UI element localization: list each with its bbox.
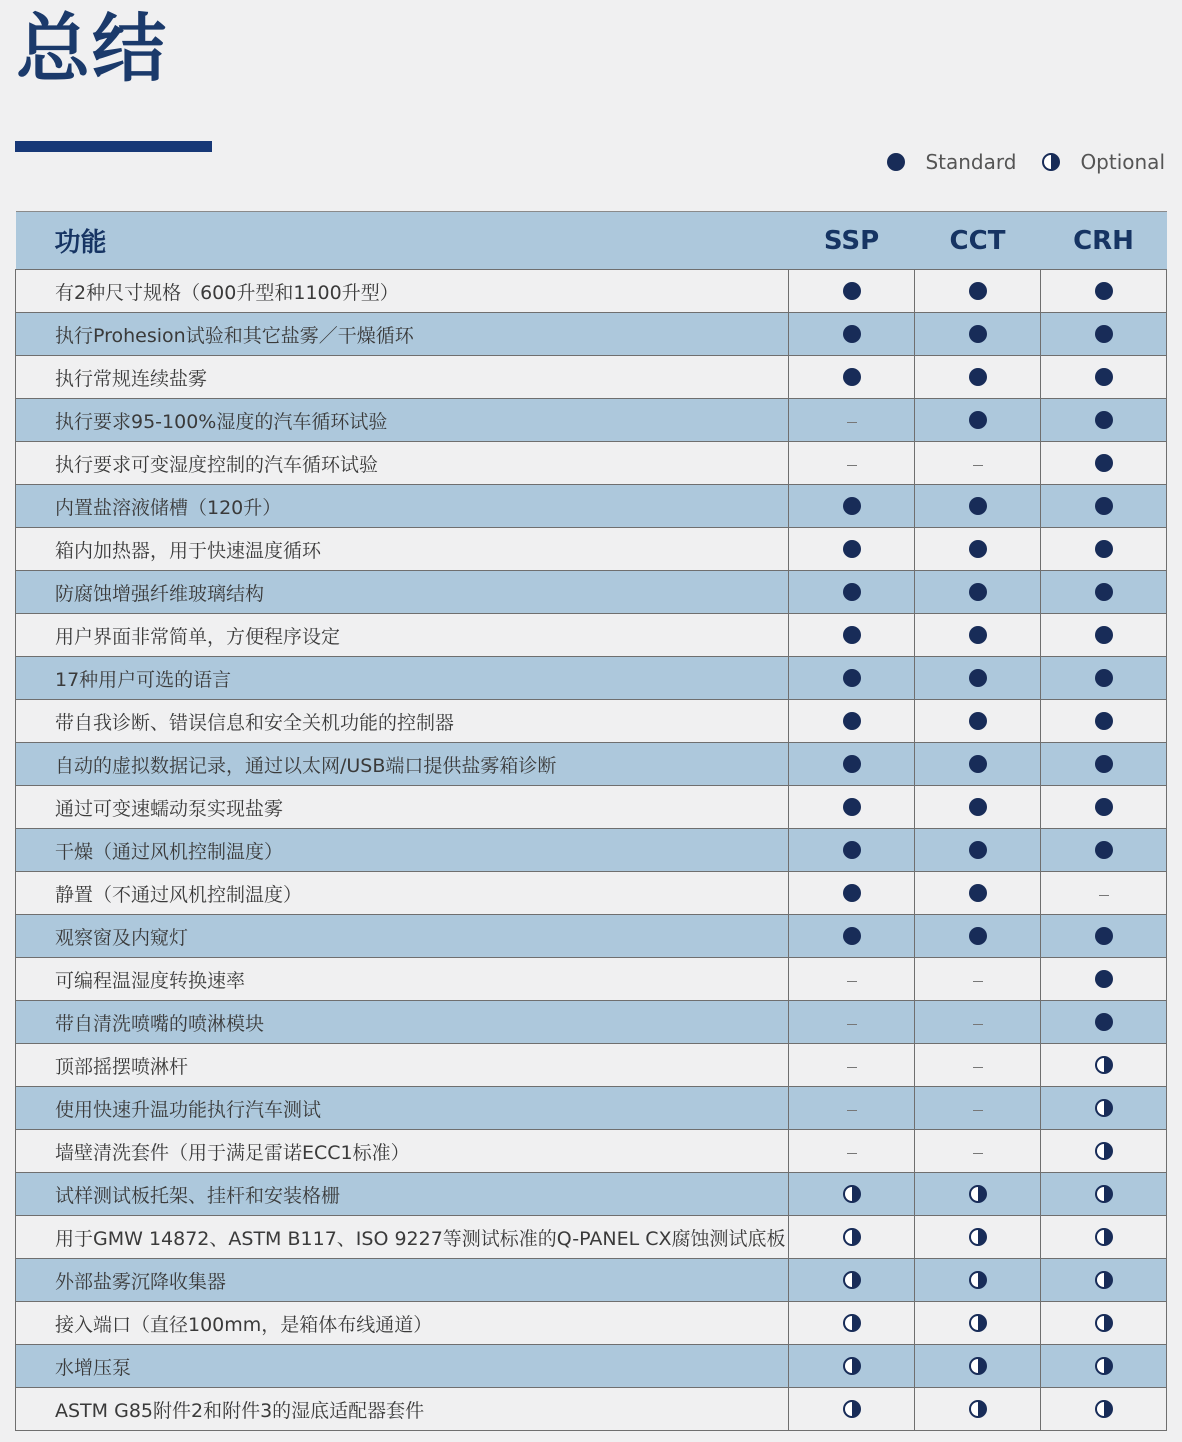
mark-cell-crh [1041, 1302, 1167, 1345]
filled-circle-icon [843, 884, 861, 902]
mark-cell-crh [1041, 872, 1167, 915]
mark-cell-crh [1041, 528, 1167, 571]
filled-circle-icon [969, 583, 987, 601]
filled-circle-icon [969, 798, 987, 816]
filled-circle-icon [969, 411, 987, 429]
table-row [16, 1044, 1167, 1087]
feature-cell: 带自我诊断、错误信息和安全关机功能的控制器 [16, 700, 789, 743]
feature-cell: 试样测试板托架、挂杆和安装格栅 [16, 1173, 789, 1216]
filled-circle-icon [843, 626, 861, 644]
feature-cell: ASTM G85附件2和附件3的湿底适配器套件 [16, 1388, 789, 1431]
filled-circle-icon [969, 626, 987, 644]
mark-cell-cct [915, 1087, 1041, 1130]
filled-circle-icon [969, 325, 987, 343]
table-row [16, 1001, 1167, 1044]
legend-optional [1042, 150, 1165, 174]
filled-circle-icon [843, 497, 861, 515]
feature-cell: 接入端口（直径100mm，是箱体布线通道） [16, 1302, 789, 1345]
mark-cell-crh [1041, 313, 1167, 356]
dash-icon [973, 1067, 983, 1068]
filled-circle-icon [969, 841, 987, 859]
feature-cell: 通过可变速蠕动泵实现盐雾 [16, 786, 789, 829]
half-circle-icon [969, 1271, 987, 1289]
mark-cell-cct [915, 571, 1041, 614]
half-circle-icon [843, 1357, 861, 1375]
dash-icon [847, 465, 857, 466]
filled-circle-icon [969, 884, 987, 902]
mark-cell-ssp [789, 1345, 915, 1388]
filled-circle-icon [969, 282, 987, 300]
feature-cell: 用于GMW 14872、ASTM B117、ISO 9227等测试标准的Q-PANEL CX腐蚀测试底板 [16, 1216, 789, 1259]
half-circle-icon [1095, 1314, 1113, 1332]
feature-cell: 执行常规连续盐雾 [16, 356, 789, 399]
legend [887, 150, 1165, 174]
half-circle-icon [1095, 1142, 1113, 1160]
filled-circle-icon [969, 540, 987, 558]
table-row [16, 485, 1167, 528]
filled-circle-icon [1095, 626, 1113, 644]
mark-cell-cct [915, 1173, 1041, 1216]
mark-cell-ssp [789, 313, 915, 356]
table-row [16, 313, 1167, 356]
header-crh: CRH [1041, 212, 1167, 270]
feature-cell: 带自清洗喷嘴的喷淋模块 [16, 1001, 789, 1044]
mark-cell-cct [915, 786, 1041, 829]
mark-cell-cct [915, 1388, 1041, 1431]
half-circle-icon [969, 1314, 987, 1332]
table-row [16, 872, 1167, 915]
feature-cell: 执行Prohesion试验和其它盐雾／干燥循环 [16, 313, 789, 356]
filled-circle-icon [843, 282, 861, 300]
legend-optional-label: Optional [1080, 150, 1165, 174]
mark-cell-crh [1041, 958, 1167, 1001]
feature-cell: 有2种尺寸规格（600升型和1100升型） [16, 270, 789, 313]
table-row [16, 786, 1167, 829]
dash-icon [1099, 895, 1109, 896]
half-circle-icon [969, 1228, 987, 1246]
half-circle-icon [1095, 1400, 1113, 1418]
feature-cell: 防腐蚀增强纤维玻璃结构 [16, 571, 789, 614]
filled-circle-icon [843, 583, 861, 601]
dash-icon [847, 1067, 857, 1068]
half-circle-icon [1095, 1099, 1113, 1117]
mark-cell-cct [915, 1130, 1041, 1173]
half-circle-icon [969, 1400, 987, 1418]
mark-cell-cct [915, 1044, 1041, 1087]
mark-cell-crh [1041, 270, 1167, 313]
mark-cell-cct [915, 356, 1041, 399]
filled-circle-icon [843, 755, 861, 773]
legend-standard-label: Standard [925, 150, 1017, 174]
mark-cell-cct [915, 1216, 1041, 1259]
mark-cell-cct [915, 528, 1041, 571]
dash-icon [973, 1024, 983, 1025]
feature-cell: 用户界面非常简单，方便程序设定 [16, 614, 789, 657]
mark-cell-ssp [789, 356, 915, 399]
mark-cell-cct [915, 270, 1041, 313]
mark-cell-crh [1041, 1345, 1167, 1388]
feature-cell: 内置盐溶液储槽（120升） [16, 485, 789, 528]
mark-cell-ssp [789, 614, 915, 657]
mark-cell-ssp [789, 1259, 915, 1302]
filled-circle-icon [1095, 368, 1113, 386]
filled-circle-icon [1095, 841, 1113, 859]
feature-comparison-table [15, 211, 1167, 1431]
mark-cell-ssp [789, 1388, 915, 1431]
legend-standard [887, 150, 1016, 174]
filled-circle-icon [969, 497, 987, 515]
table-row [16, 657, 1167, 700]
filled-circle-icon [969, 755, 987, 773]
mark-cell-ssp [789, 1173, 915, 1216]
mark-cell-ssp [789, 700, 915, 743]
filled-circle-icon [1095, 411, 1113, 429]
mark-cell-cct [915, 614, 1041, 657]
page-title: 总结 [16, 6, 168, 92]
table-row [16, 1388, 1167, 1431]
mark-cell-ssp [789, 829, 915, 872]
mark-cell-ssp [789, 1087, 915, 1130]
dash-icon [847, 422, 857, 423]
mark-cell-ssp [789, 528, 915, 571]
dash-icon [973, 465, 983, 466]
table-row [16, 1130, 1167, 1173]
dash-icon [973, 981, 983, 982]
feature-cell: 箱内加热器，用于快速温度循环 [16, 528, 789, 571]
mark-cell-ssp [789, 485, 915, 528]
dash-icon [847, 1110, 857, 1111]
feature-cell: 顶部摇摆喷淋杆 [16, 1044, 789, 1087]
mark-cell-cct [915, 958, 1041, 1001]
mark-cell-cct [915, 313, 1041, 356]
feature-cell: 干燥（通过风机控制温度） [16, 829, 789, 872]
mark-cell-cct [915, 829, 1041, 872]
mark-cell-ssp [789, 399, 915, 442]
table-row [16, 700, 1167, 743]
half-circle-icon [969, 1185, 987, 1203]
filled-circle-icon [969, 368, 987, 386]
dash-icon [847, 1153, 857, 1154]
mark-cell-cct [915, 743, 1041, 786]
filled-circle-icon [887, 153, 905, 171]
mark-cell-cct [915, 1345, 1041, 1388]
mark-cell-crh [1041, 1001, 1167, 1044]
table-row [16, 1173, 1167, 1216]
filled-circle-icon [969, 927, 987, 945]
half-circle-icon [843, 1314, 861, 1332]
mark-cell-ssp [789, 1216, 915, 1259]
feature-cell: 水增压泵 [16, 1345, 789, 1388]
half-circle-icon [1095, 1228, 1113, 1246]
half-circle-icon [843, 1400, 861, 1418]
mark-cell-crh [1041, 743, 1167, 786]
filled-circle-icon [1095, 669, 1113, 687]
feature-cell: 可编程温湿度转换速率 [16, 958, 789, 1001]
dash-icon [847, 981, 857, 982]
half-circle-icon [1095, 1271, 1113, 1289]
table-row [16, 958, 1167, 1001]
filled-circle-icon [1095, 798, 1113, 816]
mark-cell-cct [915, 915, 1041, 958]
filled-circle-icon [1095, 927, 1113, 945]
table-row [16, 1259, 1167, 1302]
mark-cell-crh [1041, 485, 1167, 528]
mark-cell-crh [1041, 356, 1167, 399]
table-row [16, 399, 1167, 442]
filled-circle-icon [1095, 282, 1113, 300]
filled-circle-icon [1095, 970, 1113, 988]
mark-cell-crh [1041, 1130, 1167, 1173]
filled-circle-icon [843, 540, 861, 558]
mark-cell-crh [1041, 700, 1167, 743]
mark-cell-ssp [789, 1001, 915, 1044]
filled-circle-icon [843, 841, 861, 859]
mark-cell-crh [1041, 614, 1167, 657]
filled-circle-icon [843, 669, 861, 687]
mark-cell-crh [1041, 1044, 1167, 1087]
mark-cell-ssp [789, 1302, 915, 1345]
filled-circle-icon [1095, 497, 1113, 515]
mark-cell-ssp [789, 743, 915, 786]
filled-circle-icon [1095, 583, 1113, 601]
filled-circle-icon [1095, 712, 1113, 730]
filled-circle-icon [1095, 1013, 1113, 1031]
table-header-row [16, 212, 1167, 270]
dash-icon [973, 1153, 983, 1154]
filled-circle-icon [843, 712, 861, 730]
dash-icon [847, 1024, 857, 1025]
table-row [16, 442, 1167, 485]
mark-cell-crh [1041, 786, 1167, 829]
table-row [16, 270, 1167, 313]
filled-circle-icon [1095, 755, 1113, 773]
mark-cell-crh [1041, 1259, 1167, 1302]
half-circle-icon [1042, 153, 1060, 171]
mark-cell-crh [1041, 1173, 1167, 1216]
mark-cell-cct [915, 485, 1041, 528]
table-row [16, 528, 1167, 571]
mark-cell-crh [1041, 399, 1167, 442]
mark-cell-cct [915, 872, 1041, 915]
mark-cell-ssp [789, 786, 915, 829]
half-circle-icon [1095, 1056, 1113, 1074]
half-circle-icon [843, 1185, 861, 1203]
mark-cell-cct [915, 657, 1041, 700]
filled-circle-icon [843, 798, 861, 816]
feature-cell: 观察窗及内窥灯 [16, 915, 789, 958]
mark-cell-crh [1041, 571, 1167, 614]
table-row [16, 356, 1167, 399]
table-row [16, 1216, 1167, 1259]
mark-cell-crh [1041, 915, 1167, 958]
mark-cell-ssp [789, 442, 915, 485]
table-body [16, 270, 1167, 1431]
filled-circle-icon [843, 368, 861, 386]
filled-circle-icon [969, 669, 987, 687]
mark-cell-ssp [789, 270, 915, 313]
feature-cell: 执行要求可变湿度控制的汽车循环试验 [16, 442, 789, 485]
mark-cell-crh [1041, 1388, 1167, 1431]
filled-circle-icon [1095, 540, 1113, 558]
filled-circle-icon [843, 325, 861, 343]
filled-circle-icon [969, 712, 987, 730]
feature-cell: 墙壁清洗套件（用于满足雷诺ECC1标准） [16, 1130, 789, 1173]
feature-cell: 外部盐雾沉降收集器 [16, 1259, 789, 1302]
mark-cell-ssp [789, 1130, 915, 1173]
half-circle-icon [1095, 1357, 1113, 1375]
mark-cell-cct [915, 1302, 1041, 1345]
table-row [16, 571, 1167, 614]
header-cct: CCT [915, 212, 1041, 270]
table-row [16, 829, 1167, 872]
mark-cell-ssp [789, 657, 915, 700]
title-underline [15, 141, 212, 152]
feature-cell: 17种用户可选的语言 [16, 657, 789, 700]
table-row [16, 1345, 1167, 1388]
feature-cell: 自动的虚拟数据记录，通过以太网/USB端口提供盐雾箱诊断 [16, 743, 789, 786]
mark-cell-cct [915, 399, 1041, 442]
mark-cell-crh [1041, 829, 1167, 872]
header-feature: 功能 [16, 212, 789, 270]
mark-cell-crh [1041, 1087, 1167, 1130]
table-row [16, 1087, 1167, 1130]
feature-cell: 执行要求95-100%湿度的汽车循环试验 [16, 399, 789, 442]
half-circle-icon [969, 1357, 987, 1375]
table-row [16, 614, 1167, 657]
table-row [16, 743, 1167, 786]
filled-circle-icon [843, 927, 861, 945]
mark-cell-cct [915, 700, 1041, 743]
half-circle-icon [843, 1271, 861, 1289]
feature-cell: 静置（不通过风机控制温度） [16, 872, 789, 915]
mark-cell-cct [915, 442, 1041, 485]
dash-icon [973, 1110, 983, 1111]
mark-cell-ssp [789, 958, 915, 1001]
table-row [16, 1302, 1167, 1345]
mark-cell-ssp [789, 872, 915, 915]
half-circle-icon [1095, 1185, 1113, 1203]
table-row [16, 915, 1167, 958]
mark-cell-crh [1041, 657, 1167, 700]
mark-cell-ssp [789, 1044, 915, 1087]
mark-cell-cct [915, 1259, 1041, 1302]
filled-circle-icon [1095, 325, 1113, 343]
header-ssp: SSP [789, 212, 915, 270]
half-circle-icon [843, 1228, 861, 1246]
mark-cell-ssp [789, 571, 915, 614]
mark-cell-crh [1041, 442, 1167, 485]
mark-cell-crh [1041, 1216, 1167, 1259]
mark-cell-ssp [789, 915, 915, 958]
feature-cell: 使用快速升温功能执行汽车测试 [16, 1087, 789, 1130]
mark-cell-cct [915, 1001, 1041, 1044]
filled-circle-icon [1095, 454, 1113, 472]
